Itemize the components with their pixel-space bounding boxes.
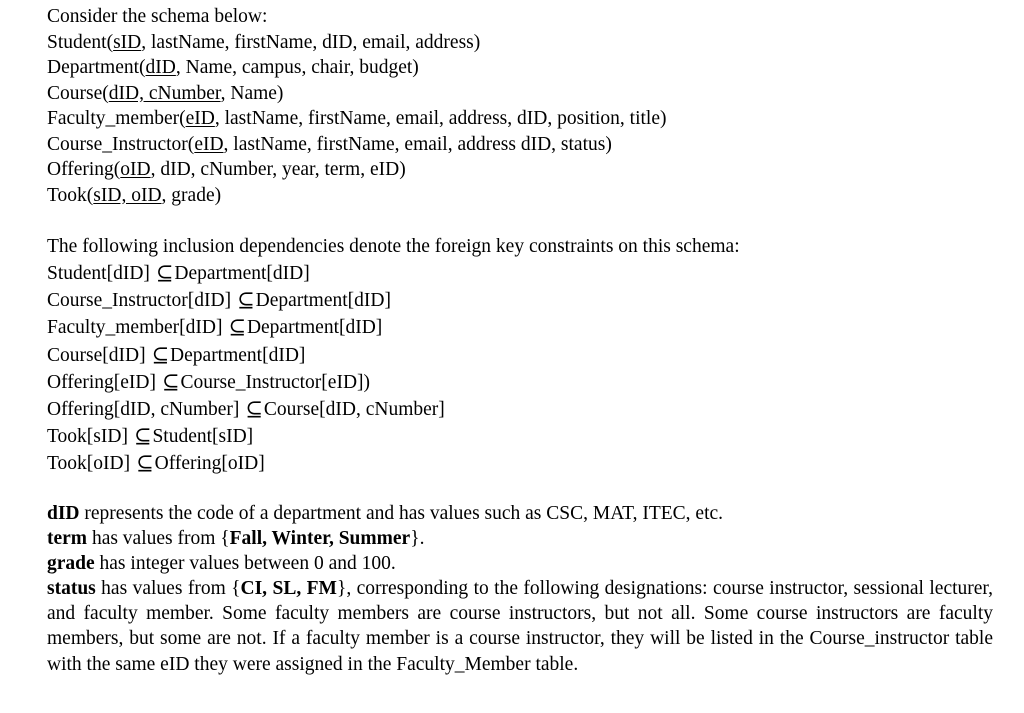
primary-key: oID [120,159,151,180]
spacer [47,477,993,501]
schema-list [47,30,993,209]
term-term: term [47,527,88,549]
subset-symbol: ⊆ [237,288,255,313]
status-term: status [47,578,96,600]
did-term: dID [47,502,80,524]
dependency-item: Offering[eID] ⊆Course_Instructor[eID]) [47,369,371,394]
subset-symbol: ⊆ [155,261,174,285]
relation-took: Took(sID, oID, grade) [47,184,222,206]
relation-student: Student(sID, lastName, firstName, dID, email, address) [47,31,481,53]
grade-note: grade has integer values between 0 and 100. [47,552,396,574]
dependency-item: Student[dID] ⊆Department[dID] [47,261,310,285]
primary-key: dID [145,57,176,78]
dependency-item: Took[sID] ⊆Student[sID] [47,424,254,449]
subset-symbol: ⊆ [136,451,154,476]
primary-key: dID, cNumber [108,82,221,104]
status-values: CI, SL, FM [240,578,337,600]
primary-key: sID [113,31,142,53]
subset-symbol: ⊆ [151,342,170,367]
primary-key: eID [185,108,215,129]
attribute-notes [47,501,993,677]
subset-symbol: ⊆ [161,369,180,394]
relation-department: Department(dID, Name, campus, chair, budget) [47,57,419,78]
dependency-item: Course[dID] ⊆Department[dID] [47,342,306,367]
document-page [47,4,993,677]
relation-course-instructor: Course_Instructor(eID, lastName, firstName, email, address dID, status) [47,133,612,155]
did-note: dID represents the code of a department and has values such as CSC, MAT, ITEC, etc. [47,502,724,524]
dependency-list [47,259,993,477]
primary-key: eID [194,133,224,155]
dependency-item: Course_Instructor[dID] ⊆Department[dID] [47,288,391,313]
fk-intro-text: The following inclusion dependencies denote the foreign key constraints on this schema: [47,235,740,257]
dependency-item: Offering[dID, cNumber] ⊆Course[dID, cNumber] [47,396,445,421]
term-note: term has values from {Fall, Winter, Summer}. [47,527,425,549]
relation-offering: Offering(oID, dID, cNumber, year, term, eID) [47,159,406,180]
dependency-item: Faculty_member[dID] ⊆Department[dID] [47,315,383,340]
subset-symbol: ⊆ [245,396,263,421]
subset-symbol: ⊆ [133,424,152,449]
primary-key: sID, oID [93,184,162,206]
intro-text: Consider the schema below: [47,6,268,27]
status-note: status has values from {CI, SL, FM}, corresponding to the following designations: course instructor, sessional lecturer, and faculty member. Some faculty members are course instructors, but not all. Some course instructors are faculty members, but some are not. If a faculty member is a course instructor, they will be listed in the Course_instructor table with the same eID they were assigned in the Faculty_Member table. [47,578,994,675]
dependency-item: Took[oID] ⊆Offering[oID] [47,451,265,476]
relation-faculty-member: Faculty_member(eID, lastName, firstName, email, address, dID, position, title) [47,108,667,129]
relation-course: Course(dID, cNumber, Name) [47,82,284,104]
grade-term: grade [47,552,95,574]
subset-symbol: ⊆ [228,315,246,340]
spacer [47,208,993,234]
term-values: Fall, Winter, Summer [229,527,411,549]
